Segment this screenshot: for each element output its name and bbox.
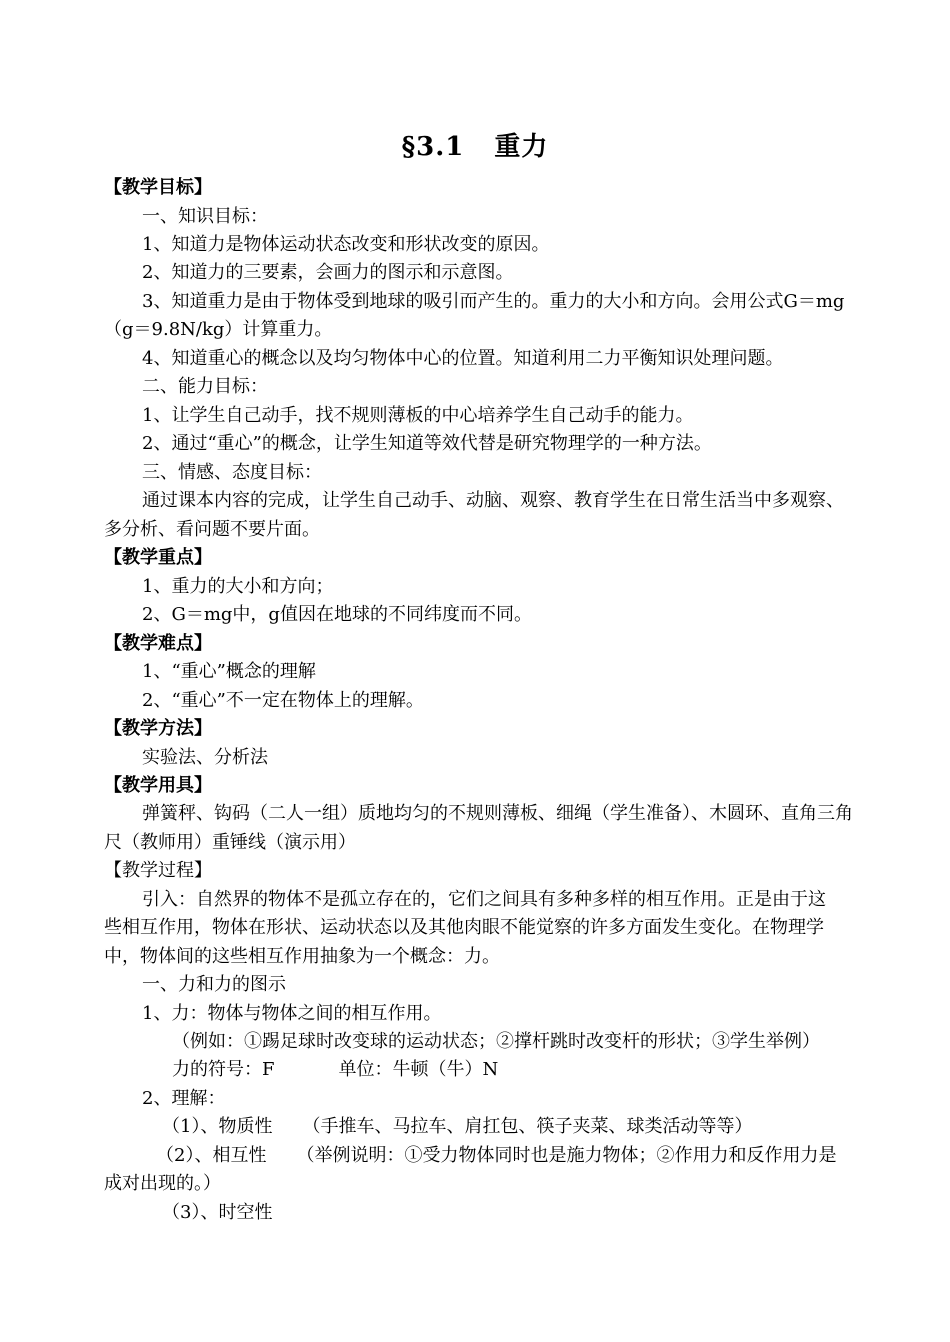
key-points-heading: 【教学重点】 — [104, 547, 212, 568]
ability-item-2: 2、通过“重心”的概念，让学生知道等效代替是研究物理学的一种方法。 — [142, 433, 712, 454]
methods-heading: 【教学方法】 — [104, 718, 212, 739]
force-unit: 单位：牛顿（牛）N — [338, 1059, 499, 1080]
understanding-item-3: （3）、时空性 — [162, 1202, 273, 1223]
knowledge-item-3: 3、知道重力是由于物体受到地球的吸引而产生的。重力的大小和方向。会用公式G＝mg — [142, 291, 845, 312]
tools-line-2: 尺（教师用）重锤线（演示用） — [104, 832, 356, 853]
intro-line-2: 些相互作用，物体在形状、运动状态以及其他肉眼不能觉察的许多方面发生变化。在物理学 — [104, 917, 824, 938]
knowledge-item-4: 4、知道重心的概念以及均匀物体中心的位置。知道利用二力平衡知识处理问题。 — [142, 348, 784, 369]
emotion-item-1: 通过课本内容的完成，让学生自己动手、动脑、观察、教育学生在日常生活当中多观察、 — [142, 490, 844, 511]
understanding-item-2-label: （2）、相互性 — [156, 1145, 267, 1166]
section-1-heading: 一、力和力的图示 — [142, 974, 286, 995]
section-number: §3.1 — [401, 132, 465, 162]
understanding-item-1-text: （手推车、马拉车、肩扛包、筷子夹菜、球类活动等等） — [302, 1116, 753, 1137]
understanding-item-2-text: （举例说明：①受力物体同时也是施力物体；②作用力和反作用力是 — [296, 1145, 837, 1166]
process-heading: 【教学过程】 — [104, 860, 212, 881]
intro-line-3: 中，物体间的这些相互作用抽象为一个概念：力。 — [104, 946, 500, 967]
force-symbol-unit — [172, 1058, 498, 1082]
knowledge-item-1: 1、知道力是物体运动状态改变和形状改变的原因。 — [142, 234, 550, 255]
section-title: 重力 — [494, 132, 549, 162]
knowledge-item-2: 2、知道力的三要素，会画力的图示和示意图。 — [142, 262, 514, 283]
key-point-1: 1、重力的大小和方向； — [142, 576, 334, 597]
force-examples: （例如：①踢足球时改变球的运动状态；②撑杆跳时改变杆的形状；③学生举例） — [172, 1031, 820, 1052]
knowledge-item-3-cont: （g＝9.8N/kg）计算重力。 — [104, 319, 333, 340]
emotion-heading: 三、情感、态度目标： — [142, 462, 322, 483]
key-point-2: 2、G＝mg中，g值因在地球的不同纬度而不同。 — [142, 604, 532, 625]
knowledge-heading: 一、知识目标： — [142, 206, 268, 227]
page-title — [0, 126, 950, 163]
tools-heading: 【教学用具】 — [104, 775, 212, 796]
tools-line-1: 弹簧秤、钩码（二人一组）质地均匀的不规则薄板、细绳（学生准备）、木圆环、直角三角 — [142, 803, 853, 824]
force-symbol: 力的符号：F — [172, 1059, 275, 1080]
understanding-item-2-cont: 成对出现的。） — [104, 1173, 221, 1194]
ability-item-1: 1、让学生自己动手，找不规则薄板的中心培养学生自己动手的能力。 — [142, 405, 694, 426]
methods-text: 实验法、分析法 — [142, 747, 268, 768]
difficulty-2: 2、“重心”不一定在物体上的理解。 — [142, 690, 424, 711]
understanding-item-1 — [162, 1115, 752, 1139]
understanding-heading: 2、理解： — [142, 1088, 226, 1109]
understanding-item-2 — [156, 1144, 836, 1168]
emotion-item-1-cont: 多分析、看问题不要片面。 — [104, 519, 320, 540]
understanding-item-1-label: （1）、物质性 — [162, 1116, 273, 1137]
difficulty-1: 1、“重心”概念的理解 — [142, 661, 316, 682]
difficulties-heading: 【教学难点】 — [104, 633, 212, 654]
objectives-heading: 【教学目标】 — [104, 177, 212, 198]
intro-line-1: 引入：自然界的物体不是孤立存在的，它们之间具有多种多样的相互作用。正是由于这 — [142, 889, 826, 910]
force-definition: 1、力：物体与物体之间的相互作用。 — [142, 1003, 442, 1024]
ability-heading: 二、能力目标： — [142, 376, 268, 397]
